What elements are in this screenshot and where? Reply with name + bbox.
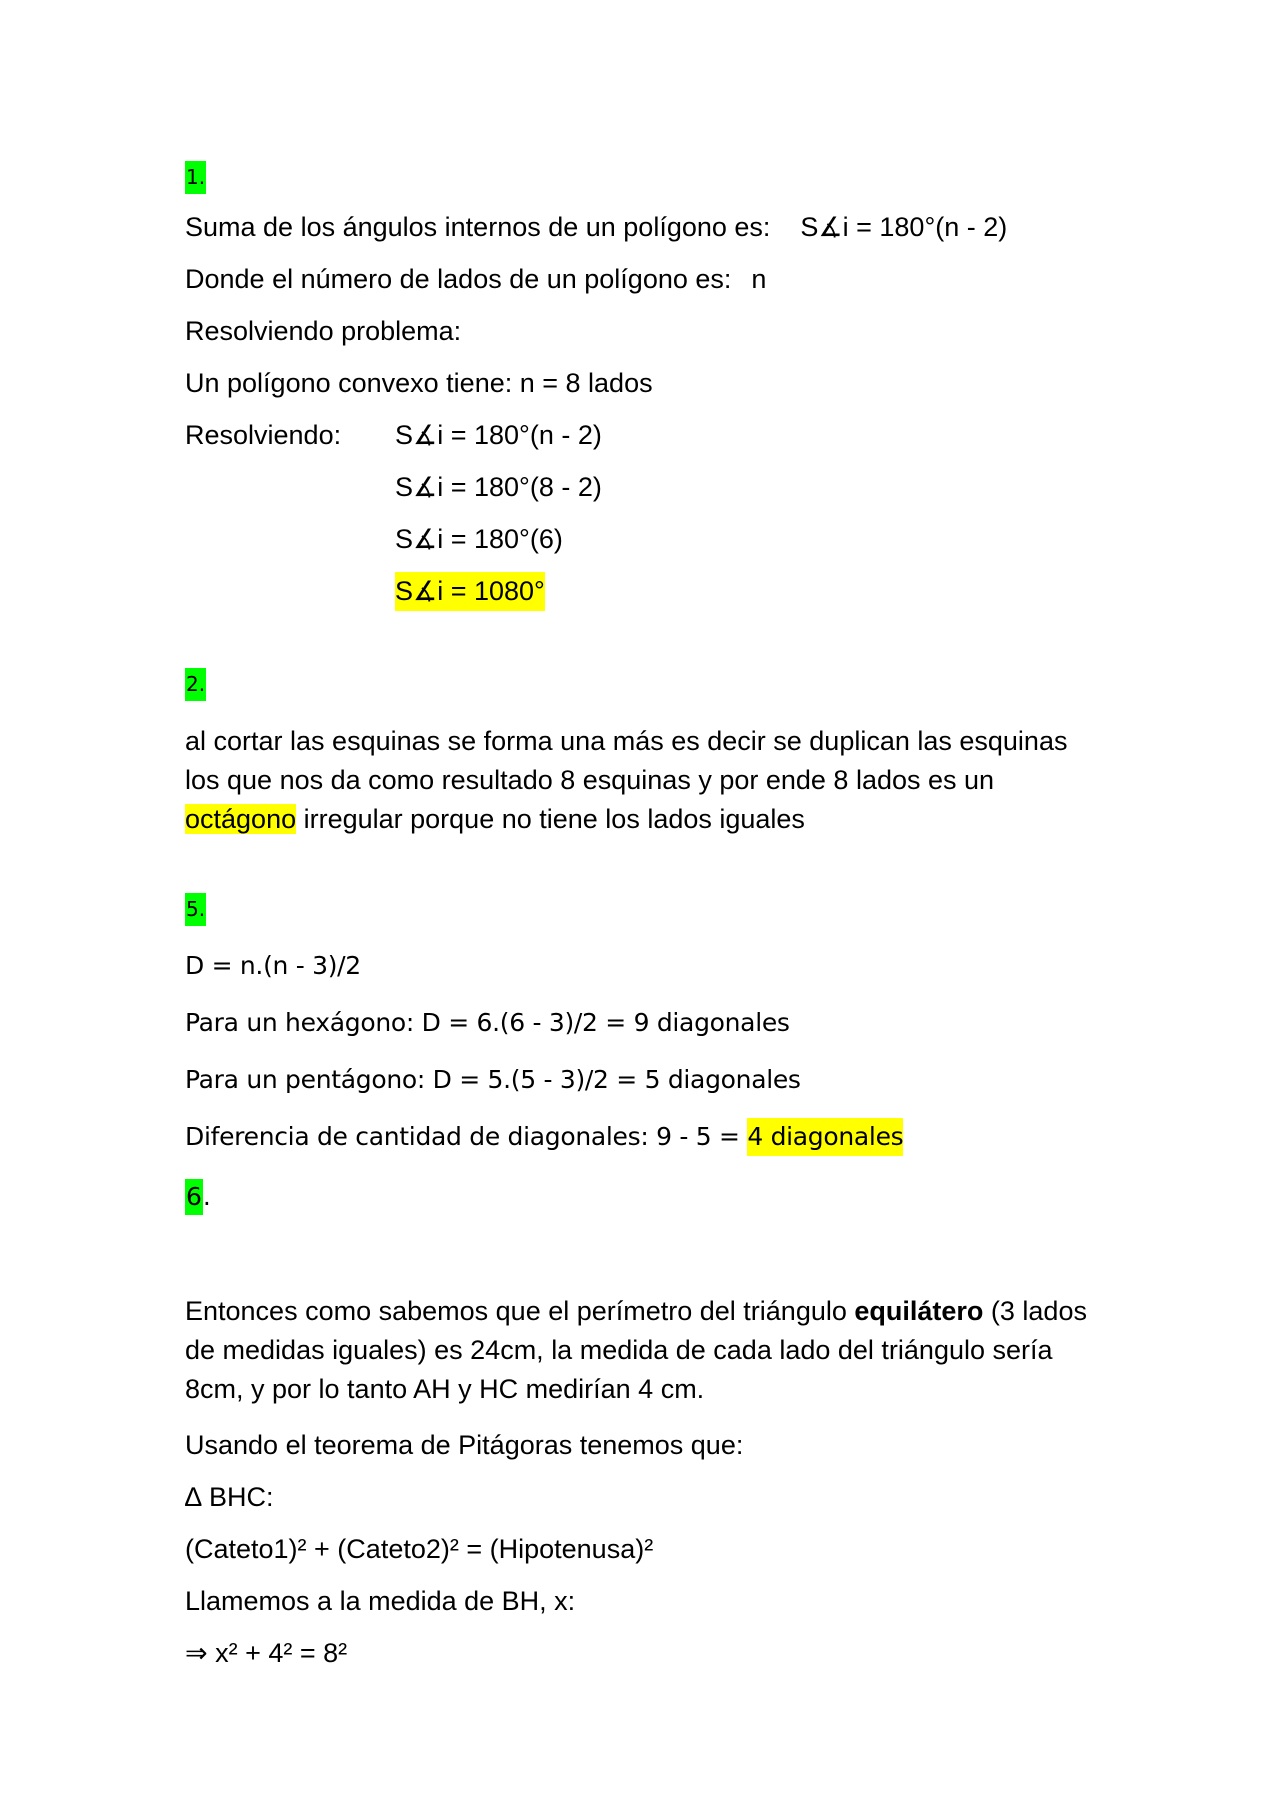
sum-label: Suma de los ángulos internos de un polígono es: — [185, 212, 771, 242]
sum-formula: S∡i = 180°(n - 2) — [800, 212, 1008, 242]
equation-line: ⇒ x² + 4² = 8² — [185, 1638, 348, 1668]
solving-problem-line: Resolviendo problema: — [185, 316, 462, 346]
diagonal-formula: D = n.(n - 3)/2 — [185, 951, 361, 980]
pentagon-diagonals: Para un pentágono: D = 5.(5 - 3)/2 = 5 diagonales — [185, 1065, 801, 1094]
para-text-after: (3 lados de medidas iguales) es 24cm, la medida de cada lado del triángulo sería 8cm, y por lo tanto AH y HC medirían 4 cm. — [185, 1296, 1087, 1404]
sides-symbol: n — [751, 264, 767, 294]
section-5-heading — [185, 899, 206, 920]
section-number: 5. — [185, 893, 206, 926]
diagonal-difference — [185, 1124, 903, 1149]
octagon-highlight: octágono — [185, 804, 297, 834]
solution-step-2: S∡i = 180°(8 - 2) — [395, 472, 602, 502]
section-number: 6 — [185, 1179, 203, 1215]
hexagon-diagonals: Para un hexágono: D = 6.(6 - 3)/2 = 9 diagonales — [185, 1008, 790, 1037]
triangle-bhc-line: ∆ BHC: — [185, 1482, 274, 1512]
sides-line — [185, 266, 766, 293]
para-text-after: irregular porque no tiene los lados iguales — [296, 804, 805, 834]
solution-step-3: S∡i = 180°(6) — [395, 524, 563, 554]
difference-highlight: 4 diagonales — [747, 1118, 903, 1156]
polygon-statement-line: Un polígono convexo tiene: n = 8 lados — [185, 368, 653, 398]
call-bh-line: Llamemos a la medida de BH, x: — [185, 1586, 576, 1616]
section-6-heading — [185, 1181, 211, 1213]
section-number: 2. — [185, 668, 206, 701]
section-number: 1. — [185, 161, 206, 194]
section-6-paragraph — [185, 1292, 1105, 1409]
solution-step-1: S∡i = 180°(n - 2) — [395, 420, 602, 450]
section-2-paragraph — [185, 722, 1105, 839]
sum-angles-line — [185, 214, 1007, 241]
pythagoras-formula: (Cateto1)² + (Cateto2)² = (Hipotenusa)² — [185, 1534, 654, 1564]
pythagoras-line: Usando el teorema de Pitágoras tenemos que: — [185, 1430, 744, 1460]
section-1-heading — [185, 167, 206, 188]
equilateral-bold: equilátero — [854, 1296, 984, 1326]
sides-label: Donde el número de lados de un polígono es: — [185, 264, 732, 294]
para-text-before: Entonces como sabemos que el perímetro del triángulo — [185, 1296, 855, 1326]
solution-result — [395, 578, 545, 605]
section-number-suffix: . — [202, 1182, 211, 1211]
solving-label: Resolviendo: — [185, 420, 342, 450]
para-text-before: al cortar las esquinas se forma una más es decir se duplican las esquinas los que nos da como resultado 8 esquinas y por ende 8 lados es un — [185, 726, 1068, 795]
section-2-heading — [185, 674, 206, 695]
result-highlight: S∡i = 1080° — [395, 572, 545, 611]
difference-label: Diferencia de cantidad de diagonales: 9 - 5 = — [185, 1122, 748, 1151]
